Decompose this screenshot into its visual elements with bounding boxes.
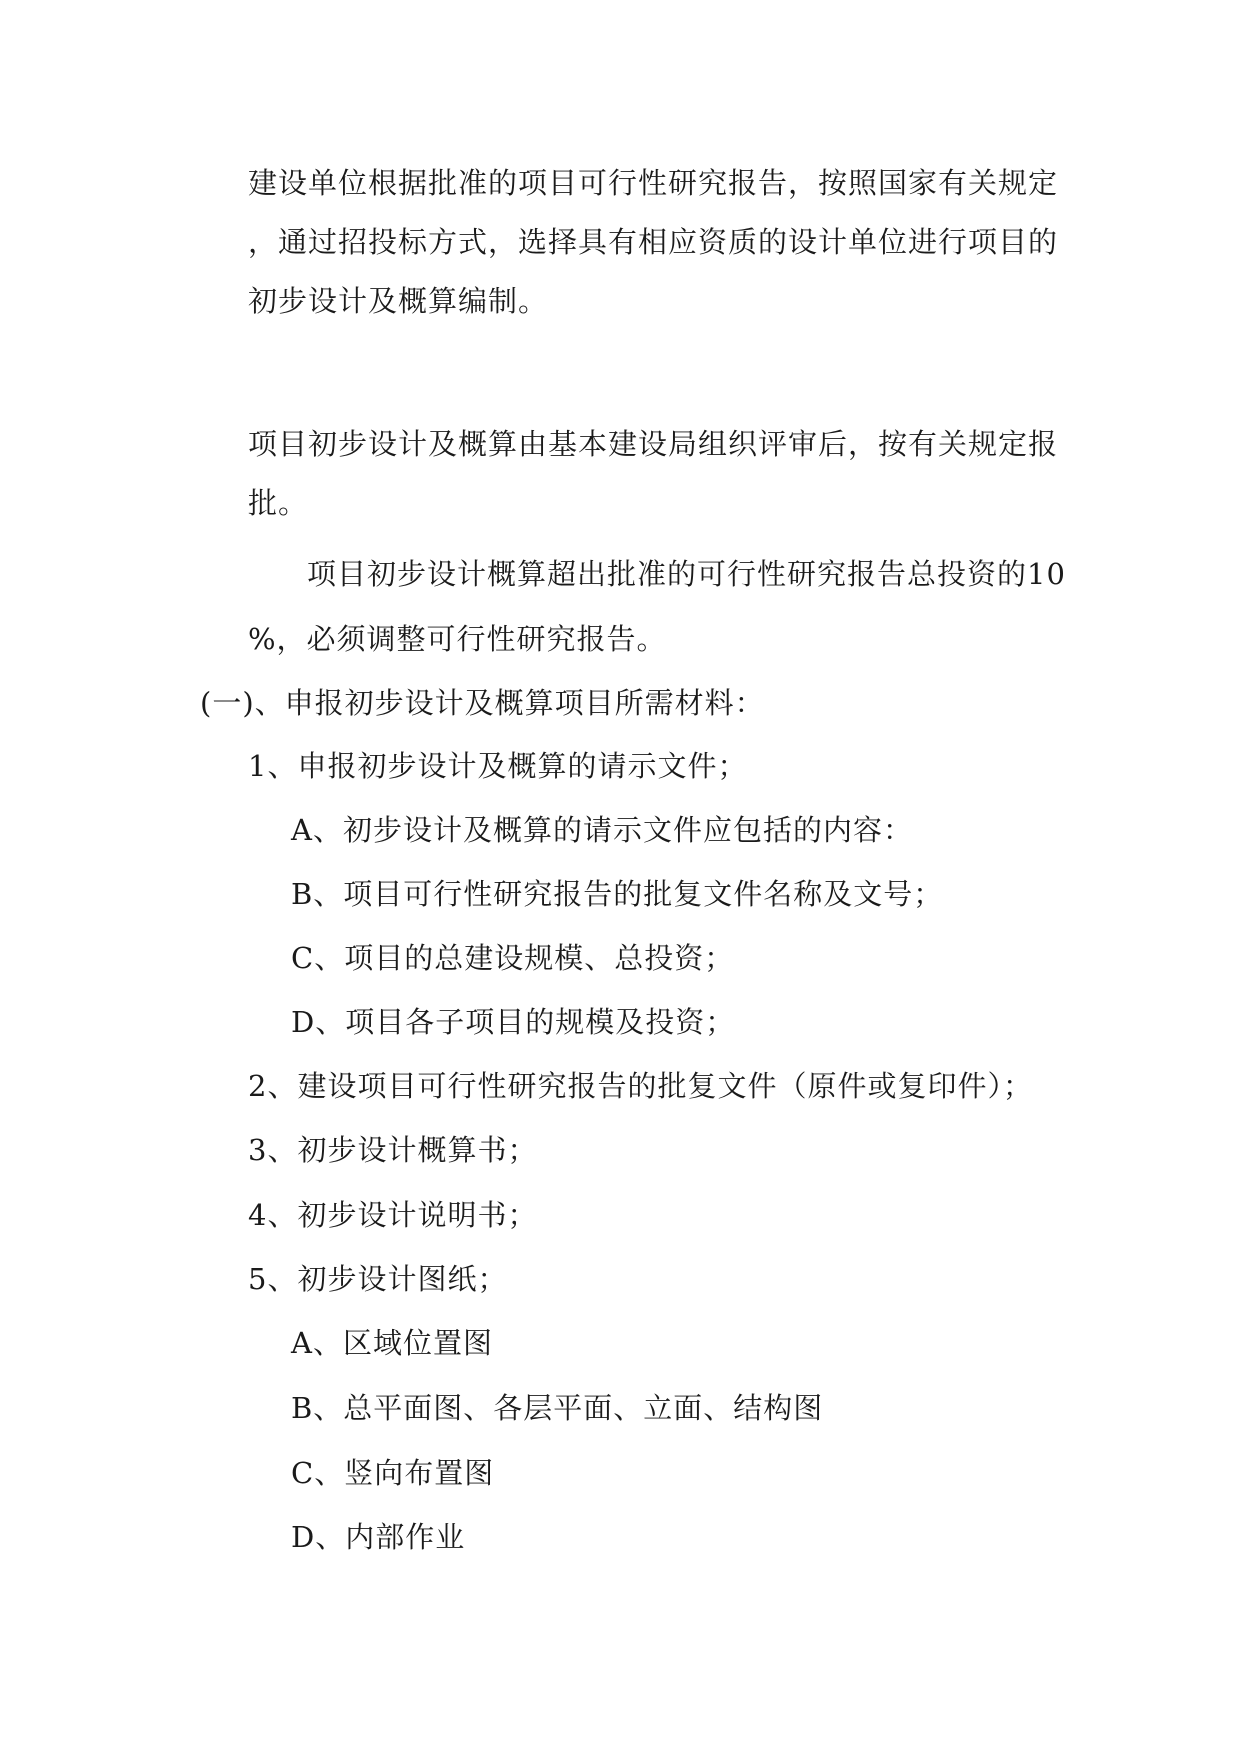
list-subitem-1c: C、项目的总建设规模、总投资； bbox=[291, 941, 735, 975]
list-item-5: 5、初步设计图纸； bbox=[248, 1262, 508, 1296]
list-subitem-1a: A、初步设计及概算的请示文件应包括的内容： bbox=[291, 813, 913, 847]
list-item-3: 3、初步设计概算书； bbox=[248, 1133, 538, 1167]
list-item-1: 1、申报初步设计及概算的请示文件； bbox=[248, 749, 748, 783]
list-item-4: 4、初步设计说明书； bbox=[248, 1198, 538, 1232]
list-item-2: 2、建设项目可行性研究报告的批复文件（原件或复印件）； bbox=[248, 1069, 1033, 1103]
paragraph-1-line-3: 初步设计及概算编制。 bbox=[248, 284, 549, 318]
section-heading: (一)、申报初步设计及概算项目所需材料： bbox=[200, 686, 765, 720]
list-subitem-5b: B、总平面图、各层平面、立面、结构图 bbox=[291, 1391, 824, 1425]
list-subitem-5c: C、竖向布置图 bbox=[291, 1456, 495, 1490]
list-subitem-5a: A、区域位置图 bbox=[291, 1326, 493, 1360]
list-subitem-1d: D、项目各子项目的规模及投资； bbox=[291, 1005, 736, 1039]
paragraph-1-line-2: ，通过招投标方式，选择具有相应资质的设计单位进行项目的 bbox=[248, 225, 1059, 259]
list-subitem-5d: D、内部作业 bbox=[291, 1520, 466, 1554]
paragraph-2-line-2: 批。 bbox=[248, 486, 309, 520]
list-subitem-1b: B、项目可行性研究报告的批复文件名称及文号； bbox=[291, 877, 944, 911]
paragraph-3-line-1: 项目初步设计概算超出批准的可行性研究报告总投资的10 bbox=[307, 557, 1066, 591]
paragraph-1-line-1: 建设单位根据批准的项目可行性研究报告，按照国家有关规定 bbox=[248, 166, 1059, 200]
paragraph-3-line-2: %，必须调整可行性研究报告。 bbox=[248, 622, 667, 656]
paragraph-2-line-1: 项目初步设计及概算由基本建设局组织评审后，按有关规定报 bbox=[248, 427, 1059, 461]
